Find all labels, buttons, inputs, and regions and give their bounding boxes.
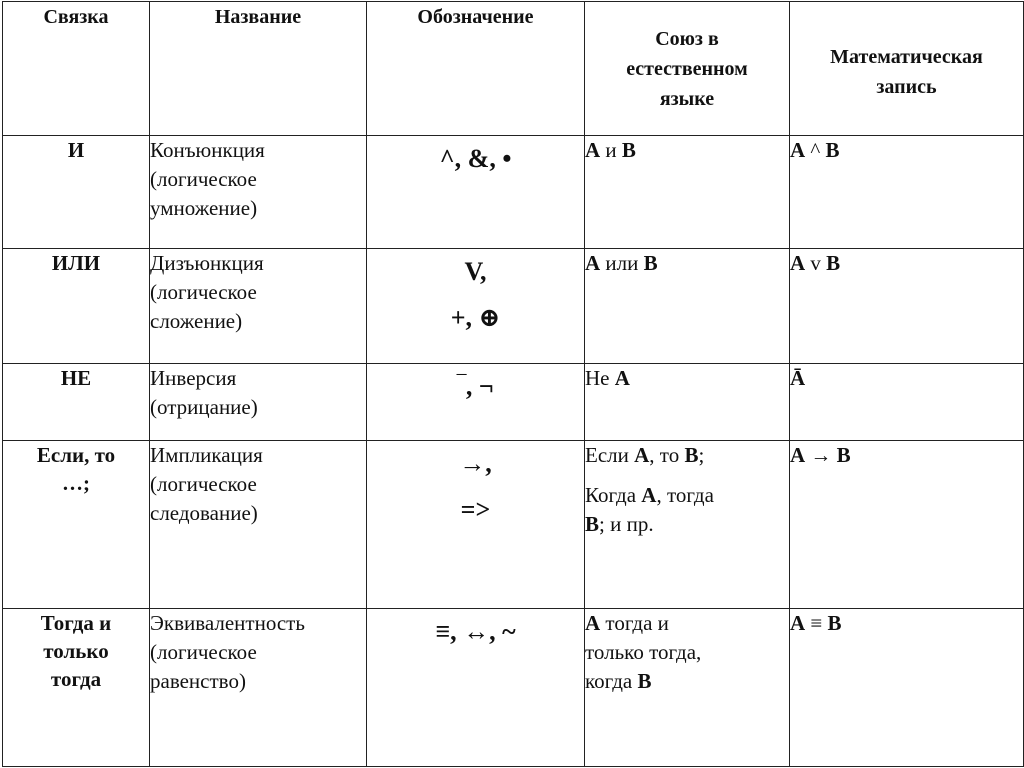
header-connective: Связка	[3, 2, 150, 136]
connective-cell: Тогда и только тогда	[3, 609, 150, 767]
connective-cell: И	[3, 136, 150, 249]
table-row	[3, 609, 1024, 767]
math-text: А ^ В	[790, 138, 840, 162]
math-notation-cell	[790, 136, 1024, 249]
name-cell: Инверсия (отрицание)	[150, 364, 367, 441]
table-row	[3, 364, 1024, 441]
logic-connectives-table	[2, 1, 1024, 767]
header-math-notation: Математическая запись	[790, 2, 1024, 136]
math-text: Ā	[790, 366, 806, 390]
symbol-cell: ‾, ¬	[367, 364, 585, 441]
symbol-cell: V, +, ⊕	[367, 249, 585, 364]
table-row	[3, 136, 1024, 249]
natural-language-cell: А тогда и только тогда, когда В	[585, 609, 790, 767]
natural-language-cell	[585, 136, 790, 249]
math-notation-cell	[790, 609, 1024, 767]
natural-text: А или В	[585, 251, 658, 275]
natural-text: А и В	[585, 138, 636, 162]
table-row	[3, 249, 1024, 364]
symbol-cell: ≡, ↔, ~	[367, 609, 585, 767]
name-cell: Эквивалентность (логическое равенство)	[150, 609, 367, 767]
connective-cell: НЕ	[3, 364, 150, 441]
symbol-cell: ^, &, •	[367, 136, 585, 249]
name-cell: Импликация (логическое следование)	[150, 441, 367, 609]
math-text: А → В	[790, 443, 851, 467]
header-name: Название	[150, 2, 367, 136]
math-notation-cell	[790, 249, 1024, 364]
name-cell: Конъюнкция (логическое умножение)	[150, 136, 367, 249]
natural-language-cell	[585, 249, 790, 364]
math-text: А ≡ В	[790, 611, 842, 635]
natural-language-cell: Если А, то В; Когда А, тогда В; и пр.	[585, 441, 790, 609]
connective-cell: ИЛИ	[3, 249, 150, 364]
table-row	[3, 441, 1024, 609]
name-cell: Дизъюнкция (логическое сложение)	[150, 249, 367, 364]
natural-text: Не А	[585, 366, 630, 390]
symbol-cell: →, =>	[367, 441, 585, 609]
table-header-row	[3, 2, 1024, 136]
natural-language-cell	[585, 364, 790, 441]
header-natural-language: Союз в естественном языке	[585, 2, 790, 136]
math-notation-cell	[790, 364, 1024, 441]
math-text: А v В	[790, 251, 841, 275]
connective-cell: Если, то …;	[3, 441, 150, 609]
header-symbol: Обозначение	[367, 2, 585, 136]
math-notation-cell	[790, 441, 1024, 609]
